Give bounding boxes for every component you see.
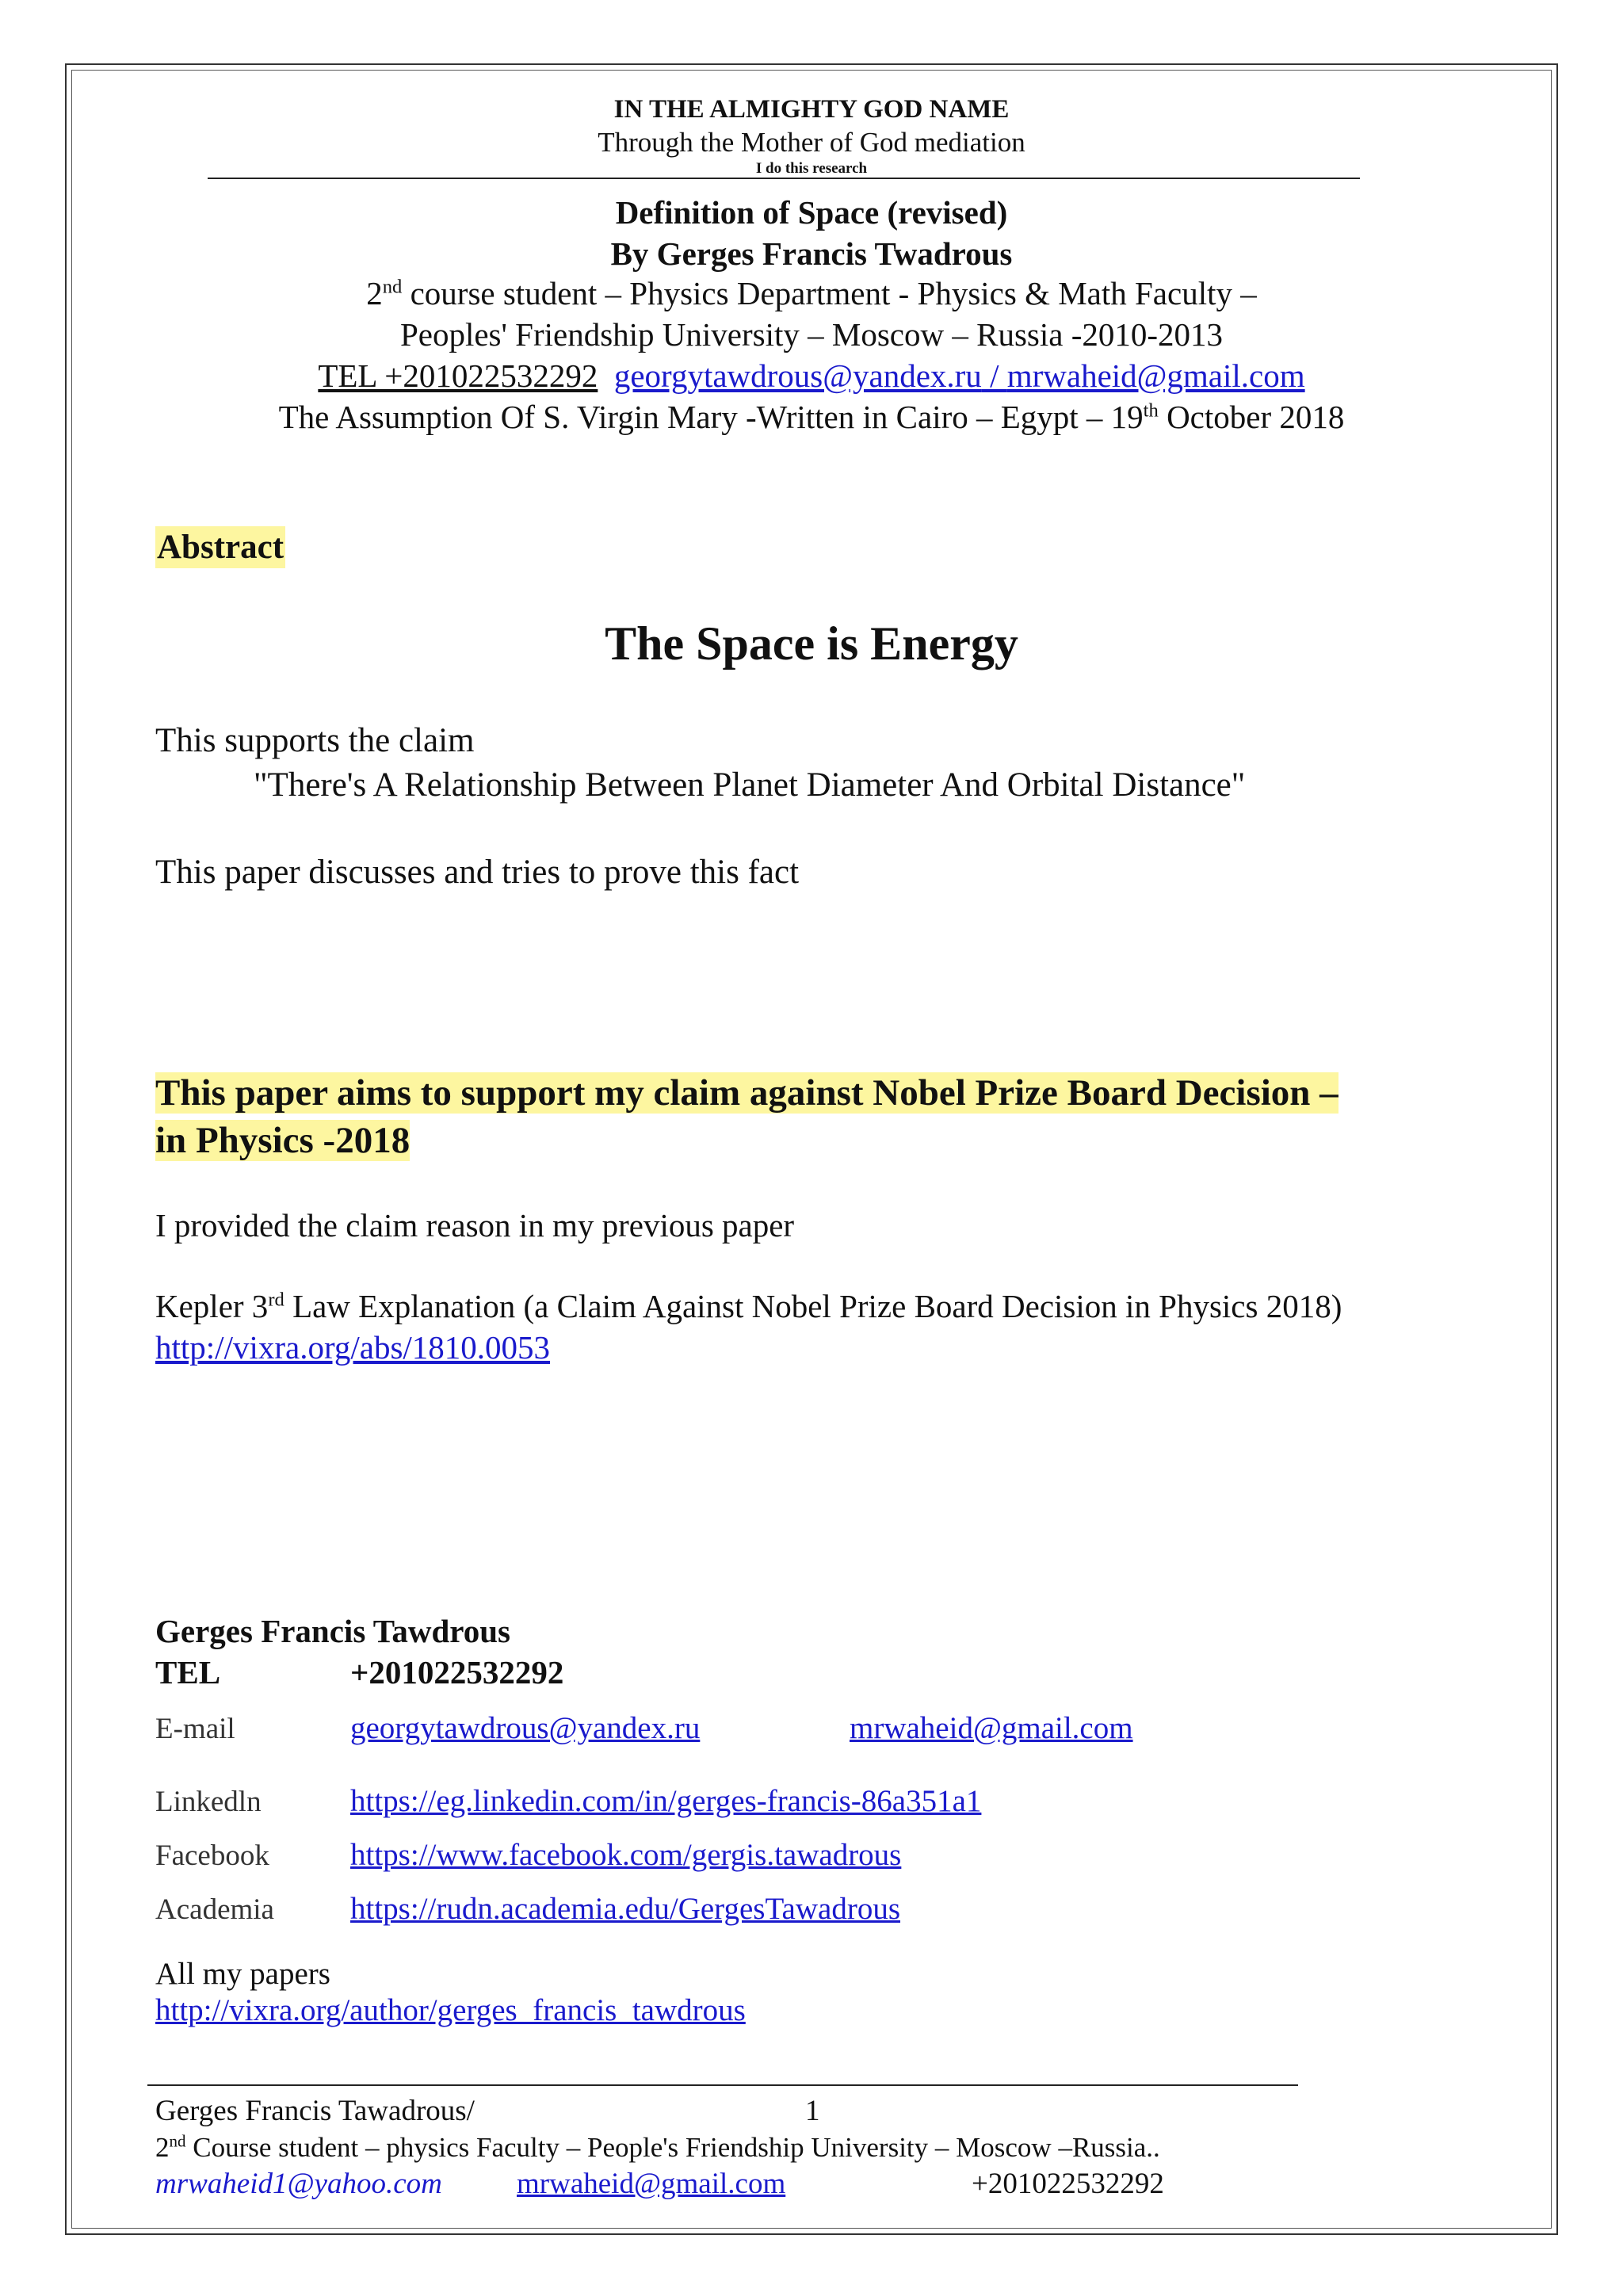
contact-email-label: E-mail bbox=[155, 1713, 235, 1745]
author-email-gmail-link[interactable]: mrwaheid@gmail.com bbox=[1006, 357, 1305, 394]
header-dedication: IN THE ALMIGHTY GOD NAME bbox=[613, 95, 1010, 124]
paper-title: Definition of Space (revised) bbox=[615, 194, 1008, 231]
contact-academia-label: Academia bbox=[155, 1893, 274, 1926]
author-tel: TEL +201022532292 bbox=[318, 357, 598, 394]
footer-page-number: 1 bbox=[805, 2095, 820, 2127]
contact-facebook-link[interactable]: https://www.facebook.com/gergis.tawadrous bbox=[350, 1838, 902, 1872]
aim-heading-line-1: This paper aims to support my claim against Nobel Prize Board Decision – bbox=[155, 1072, 1338, 1114]
author-email-yandex-link[interactable]: georgytawdrous@yandex.ru bbox=[613, 357, 982, 394]
abstract-label: Abstract bbox=[155, 526, 285, 568]
all-papers-label: All my papers bbox=[155, 1957, 330, 1991]
contact-facebook-label: Facebook bbox=[155, 1839, 269, 1872]
contact-tel-label: TEL bbox=[155, 1654, 221, 1690]
abstract-claim-quote: "There's A Relationship Between Planet Diameter And Orbital Distance" bbox=[254, 766, 1246, 804]
aim-text: I provided the claim reason in my previous paper bbox=[155, 1207, 795, 1244]
footer-rule bbox=[147, 2084, 1298, 2086]
aim-heading-line-2: in Physics -2018 bbox=[155, 1120, 411, 1161]
footer-email-yahoo-link[interactable]: mrwaheid1@yahoo.com bbox=[155, 2168, 442, 2200]
abstract-heading: The Space is Energy bbox=[605, 617, 1018, 670]
footer-email-gmail-link[interactable]: mrwaheid@gmail.com bbox=[517, 2168, 786, 2200]
footer-affiliation: 2nd Course student – physics Faculty – People's Friendship University – Moscow –Russia.. bbox=[155, 2131, 1160, 2163]
contact-tel-value: +201022532292 bbox=[350, 1654, 564, 1690]
author-affiliation-2: Peoples' Friendship University – Moscow – Russia -2010-2013 bbox=[399, 316, 1224, 353]
abstract-text-2: This paper discusses and tries to prove this fact bbox=[155, 854, 800, 891]
paper-author: By Gerges Francis Twadrous bbox=[610, 235, 1013, 272]
previous-paper-link[interactable]: http://vixra.org/abs/1810.0053 bbox=[155, 1329, 551, 1366]
author-contacts: TEL +201022532292 georgytawdrous@yandex.ru / mrwaheid@gmail.com bbox=[318, 357, 1305, 394]
contact-linkedin-link[interactable]: https://eg.linkedin.com/in/gerges-francis-86a351a1 bbox=[350, 1784, 982, 1818]
header-rule bbox=[208, 178, 1360, 179]
header-research-note: I do this research bbox=[755, 160, 868, 177]
contact-email-gmail-link[interactable]: mrwaheid@gmail.com bbox=[850, 1711, 1133, 1745]
abstract-text-1: This supports the claim bbox=[155, 722, 475, 759]
author-affiliation-1: 2nd course student – Physics Department - Physics & Math Faculty – bbox=[366, 275, 1257, 311]
contact-academia-link[interactable]: https://rudn.academia.edu/GergesTawadrous bbox=[350, 1892, 901, 1926]
header-mediation: Through the Mother of God mediation bbox=[598, 127, 1025, 158]
previous-paper-reference: Kepler 3rd Law Explanation (a Claim Against Nobel Prize Board Decision in Physics 2018) bbox=[155, 1288, 1342, 1324]
footer-phone: +201022532292 bbox=[972, 2168, 1164, 2200]
contact-name: Gerges Francis Tawdrous bbox=[155, 1613, 510, 1649]
all-papers-link[interactable]: http://vixra.org/author/gerges_francis_tawdrous bbox=[155, 1993, 746, 2027]
contact-email-yandex-link[interactable]: georgytawdrous@yandex.ru bbox=[350, 1711, 701, 1745]
contact-linkedin-label: Linkedln bbox=[155, 1786, 262, 1818]
footer-author: Gerges Francis Tawadrous/ bbox=[155, 2095, 475, 2127]
written-date: The Assumption Of S. Virgin Mary -Written in Cairo – Egypt – 19th October 2018 bbox=[278, 399, 1345, 435]
